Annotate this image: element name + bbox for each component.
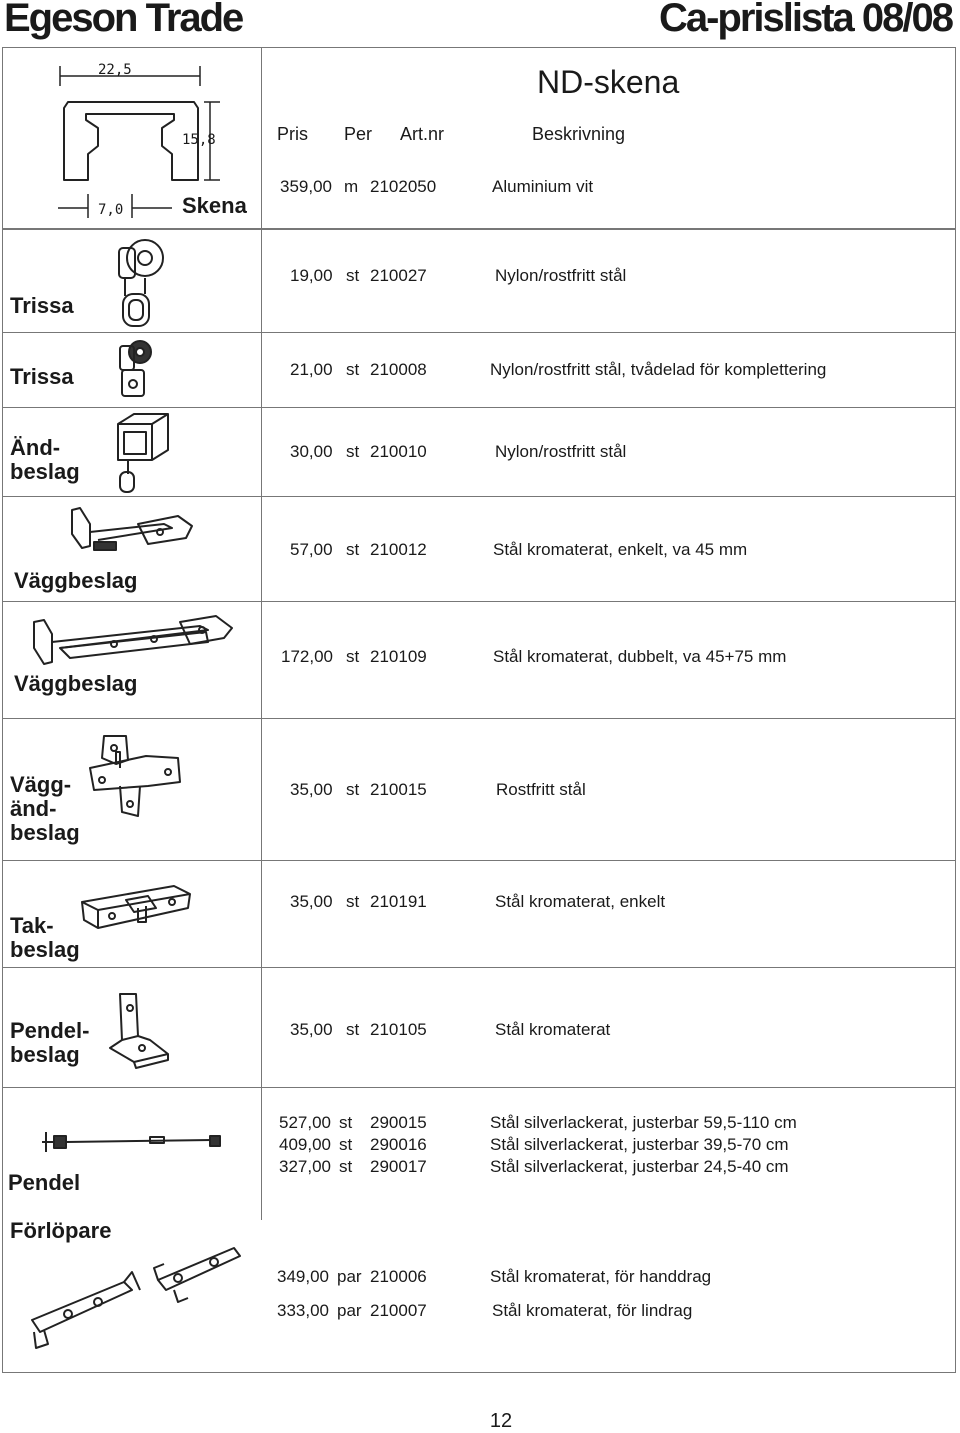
price: 527,00 xyxy=(279,1113,331,1132)
price: 35,00 xyxy=(290,780,333,799)
price: 327,00 xyxy=(279,1157,331,1176)
end-bracket-image xyxy=(108,412,174,494)
unit: st xyxy=(346,780,360,799)
price: 359,00 xyxy=(280,177,332,196)
unit: st xyxy=(339,1157,353,1176)
article-number: 210006 xyxy=(370,1267,427,1286)
col-header-per: Per xyxy=(344,124,373,144)
description: Aluminium vit xyxy=(492,177,594,196)
divider xyxy=(261,1088,262,1220)
description: Stål kromaterat, enkelt, va 45 mm xyxy=(493,540,748,559)
divider xyxy=(261,408,262,496)
divider xyxy=(261,333,262,407)
unit: st xyxy=(346,442,360,461)
article-number: 210012 xyxy=(370,540,427,559)
price: 35,00 xyxy=(290,1020,333,1039)
product-label: Trissa xyxy=(10,364,74,389)
unit: m xyxy=(344,177,359,196)
unit: par xyxy=(337,1301,362,1320)
double-wall-bracket-image xyxy=(30,612,236,670)
col-header-pris: Pris xyxy=(277,124,308,144)
description: Stål kromaterat, dubbelt, va 45+75 mm xyxy=(493,647,787,666)
unit: st xyxy=(346,1020,360,1039)
description: Stål kromaterat xyxy=(495,1020,611,1039)
article-number: 210027 xyxy=(370,266,427,285)
article-number: 210010 xyxy=(370,442,427,461)
pendant-rod-image xyxy=(40,1126,224,1160)
description: Nylon/rostfritt stål xyxy=(495,442,627,461)
unit: st xyxy=(346,266,360,285)
pricelist-title: Ca-prislista 08/08 xyxy=(658,0,952,40)
price: 21,00 xyxy=(290,360,333,379)
unit: par xyxy=(337,1267,362,1286)
price: 349,00 xyxy=(277,1267,329,1286)
dimension-height: 15,8 xyxy=(182,132,216,148)
pendant-bracket-image xyxy=(106,992,172,1072)
wall-end-bracket-image xyxy=(86,734,184,820)
unit: st xyxy=(339,1113,353,1132)
description: Nylon/rostfritt stål, tvådelad för komplettering xyxy=(490,360,827,379)
article-number: 290017 xyxy=(370,1157,427,1176)
description: Nylon/rostfritt stål xyxy=(495,266,627,285)
dimension-width: 22,5 xyxy=(98,62,132,78)
col-header-artnr: Art.nr xyxy=(400,124,445,144)
price: 35,00 xyxy=(290,892,333,911)
divider xyxy=(261,602,262,718)
price: 57,00 xyxy=(290,540,333,559)
dimension-opening: 7,0 xyxy=(98,202,124,218)
article-number: 210007 xyxy=(370,1301,427,1320)
article-number: 210015 xyxy=(370,780,427,799)
price: 172,00 xyxy=(281,647,333,666)
product-label: Änd- beslag xyxy=(10,435,80,484)
product-label: Trissa xyxy=(10,293,74,318)
pendel-label: Pendel xyxy=(8,1170,81,1195)
wall-bracket-image xyxy=(68,506,200,564)
divider xyxy=(261,968,262,1087)
article-number: 2102050 xyxy=(370,177,437,196)
product-label: Pendel- beslag xyxy=(10,1018,90,1067)
unit: st xyxy=(346,892,360,911)
unit: st xyxy=(346,540,360,559)
col-header-beskrivning: Beskrivning xyxy=(532,124,626,144)
article-number: 210109 xyxy=(370,647,427,666)
unit: st xyxy=(339,1135,353,1154)
product-label: Vägg- änd- beslag xyxy=(10,772,80,845)
product-label: Väggbeslag xyxy=(14,568,138,593)
description: Stål silverlackerat, justerbar 59,5-110 cm xyxy=(490,1113,797,1132)
article-number: 210191 xyxy=(370,892,427,911)
article-number: 290016 xyxy=(370,1135,427,1154)
roller-image xyxy=(105,236,175,328)
description: Stål kromaterat, för lindrag xyxy=(492,1301,693,1320)
master-carrier-image xyxy=(28,1242,242,1352)
forlopare-label: Förlöpare xyxy=(10,1218,112,1243)
divider xyxy=(261,861,262,967)
description: Stål silverlackerat, justerbar 39,5-70 cm xyxy=(490,1135,789,1154)
description: Stål silverlackerat, justerbar 24,5-40 cm xyxy=(490,1157,789,1176)
description: Stål kromaterat, för handdrag xyxy=(490,1267,712,1286)
article-number: 210008 xyxy=(370,360,427,379)
section-title: ND-skena xyxy=(537,64,680,100)
product-label: Skena xyxy=(182,193,247,218)
unit: st xyxy=(346,647,360,666)
description: Stål kromaterat, enkelt xyxy=(495,892,666,911)
price: 333,00 xyxy=(277,1301,329,1320)
article-number: 210105 xyxy=(370,1020,427,1039)
unit: st xyxy=(346,360,360,379)
page-number: 12 xyxy=(489,1410,513,1432)
divider xyxy=(261,230,262,332)
price: 30,00 xyxy=(290,442,333,461)
divider xyxy=(261,497,262,601)
roller-image xyxy=(112,338,164,402)
divider xyxy=(261,48,262,228)
product-label: Väggbeslag xyxy=(14,671,138,696)
product-label: Tak- beslag xyxy=(10,913,80,962)
description: Rostfritt stål xyxy=(496,780,586,799)
price: 409,00 xyxy=(279,1135,331,1154)
article-number: 290015 xyxy=(370,1113,427,1132)
price: 19,00 xyxy=(290,266,333,285)
divider xyxy=(261,719,262,860)
ceiling-bracket-image xyxy=(78,880,194,938)
company-name: Egeson Trade xyxy=(4,0,243,40)
